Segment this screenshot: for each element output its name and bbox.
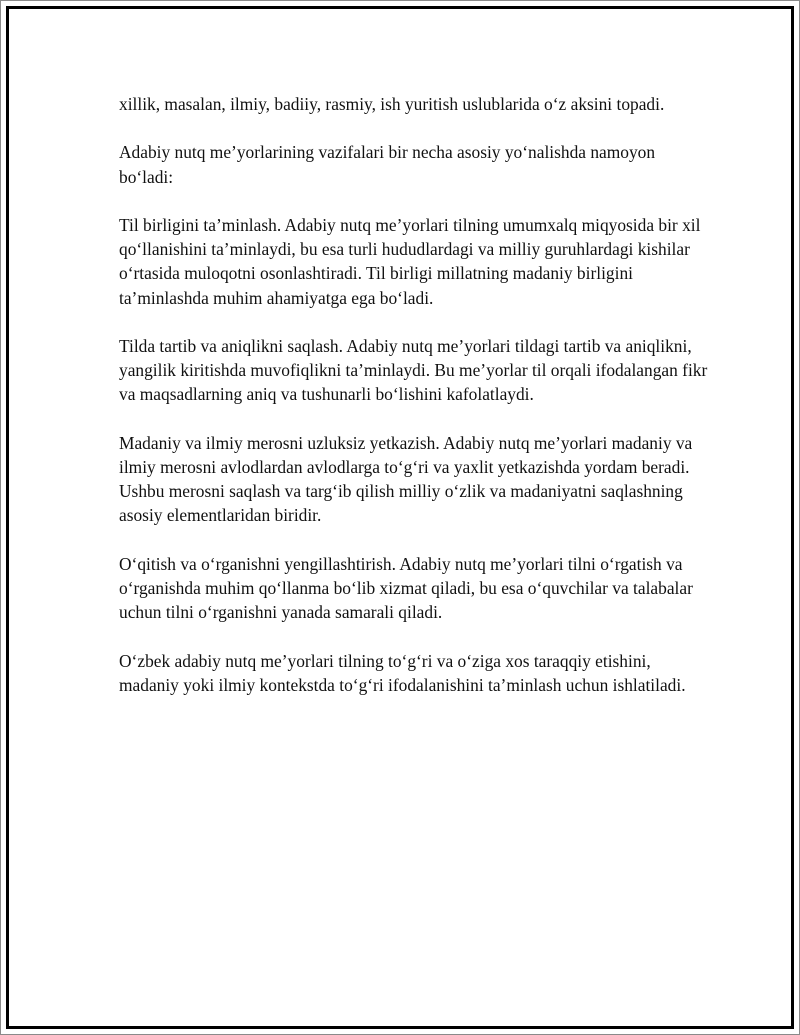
paragraph-continuation: xillik, masalan, ilmiy, badiiy, rasmiy, ish yuritish uslublarida o‘z aksini topadi. [119, 94, 665, 114]
paragraph-teaching: O‘qitish va o‘rganishni yengillashtirish. Adabiy nutq me’yorlari tilni o‘rgatish va o‘rganishda muhim qo‘llanma bo‘lib xizmat qiladi, bu esa o‘quvchilar va talabalar uchun tilni o‘rganishni yanada samarali qiladi. [119, 553, 693, 623]
paragraph-heritage: Madaniy va ilmiy merosni uzluksiz yetkazish. Adabiy nutq me’yorlari madaniy va ilmiy merosni avlodlardan avlodlarga to‘g‘ri va yaxlit yetkazishda yordam beradi. Ushbu merosni saqlash va targ‘ib qilish milliy o‘zlik va madaniyatni saqlashning asosiy elementlaridan biridir. [119, 432, 693, 526]
paragraph-intro: Adabiy nutq me’yorlarining vazifalari bir necha asosiy yo‘nalishda namoyon bo‘ladi: [119, 142, 656, 187]
paragraph-order-accuracy: Tilda tartib va aniqlikni saqlash. Adabiy nutq me’yorlari tildagi tartib va aniqlikni, yangilik kiritishda muvofiqlikni ta’minlaydi. Bu me’yorlar til orqali ifodalangan fikr va maqsadlarning aniq va tushunarli bo‘lishini kafolatlaydi. [119, 335, 708, 405]
paragraph-language-unity: Til birligini ta’minlash. Adabiy nutq me’yorlari tilning umumxalq miqyosida bir xil qo‘llanishini ta’minlaydi, bu esa turli hududlardagi va milliy guruhlardagi kishilar o‘rtasida muloqotni osonlashtiradi. Til birligi millatning madaniy birligini ta’minlashda muhim ahamiyatga ega bo‘ladi. [119, 214, 701, 308]
paragraph-conclusion: O‘zbek adabiy nutq me’yorlari tilning to‘g‘ri va o‘ziga xos taraqqiy etishini, madaniy yoki ilmiy kontekstda to‘g‘ri ifodalanishini ta’minlash uchun ishlatiladi. [119, 650, 686, 695]
document-body [119, 92, 709, 721]
